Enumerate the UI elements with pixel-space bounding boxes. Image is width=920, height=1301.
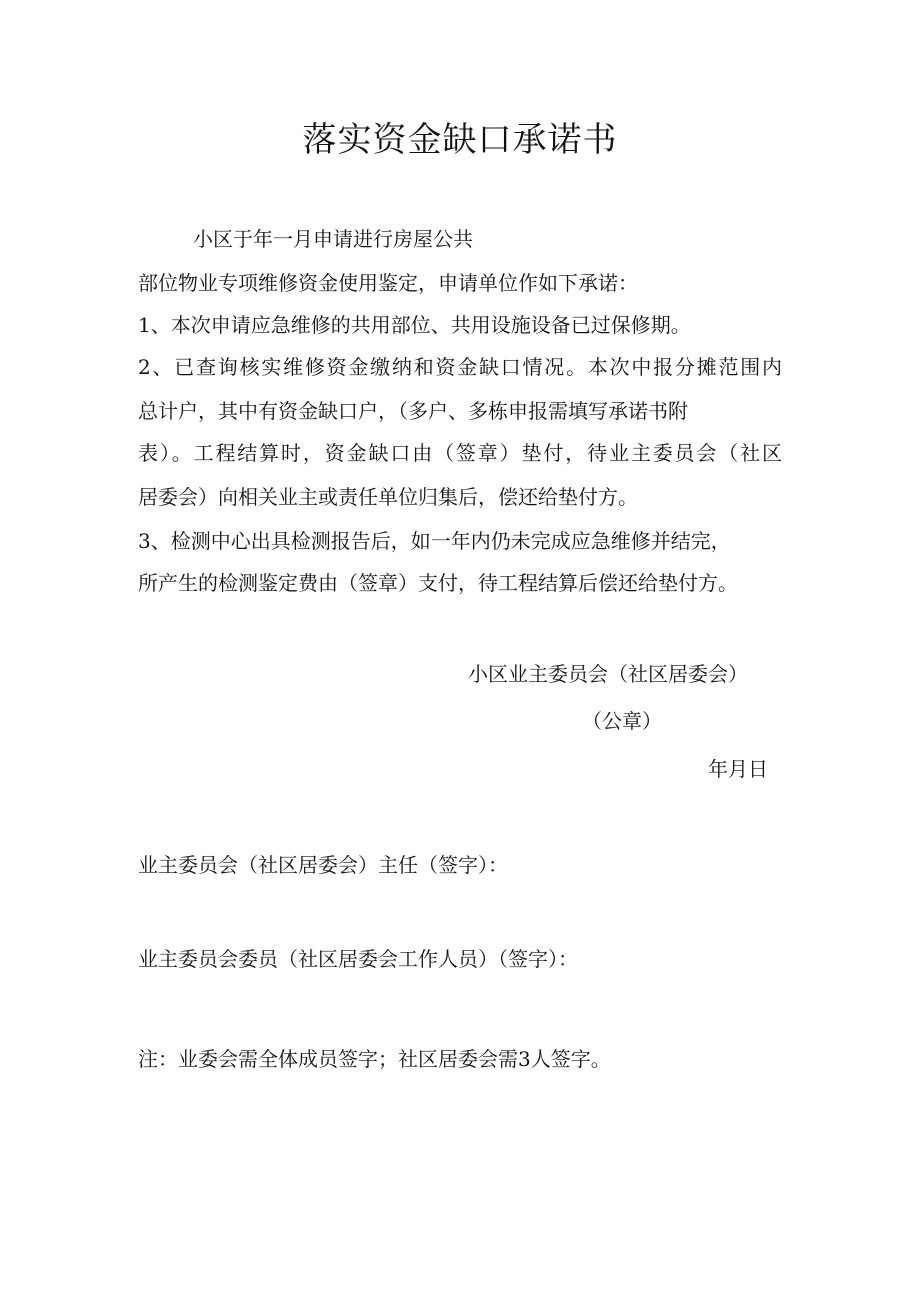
body-line-6: 表）。工程结算时，资金缺口由（签章）垫付，待业主委员会（社区 [138, 441, 782, 465]
body-line-7: 居委会）向相关业主或责任单位归集后，偿还给垫付方。 [138, 485, 638, 509]
body-line-4: 2、已查询核实维修资金缴纳和资金缺口情况。本次中报分摊范围内 [138, 355, 782, 379]
signatory-organization: 小区业主委员会（社区居委会） [468, 662, 748, 686]
body-line-1: 小区于年一月申请进行房屋公共 [193, 227, 473, 251]
member-signature-line: 业主委员会委员（社区居委会工作人员）（签字）： [138, 947, 578, 971]
body-line-5: 总计户，其中有资金缺口户，（多户、多栋申报需填写承诺书附 [138, 399, 688, 423]
director-signature-line: 业主委员会（社区居委会）主任（签字）： [138, 853, 508, 877]
body-line-3: 1、本次申请应急维修的共用部位、共用设施设备已过保修期。 [138, 313, 691, 337]
body-line-2: 部位物业专项维修资金使用鉴定，申请单位作如下承诺： [138, 271, 638, 295]
body-line-9: 所产生的检测鉴定费由（签章）支付，待工程结算后偿还给垫付方。 [138, 571, 738, 595]
document-title: 落实资金缺口承诺书 [302, 120, 618, 160]
note-line: 注：业委会需全体成员签字；社区居委会需3人签字。 [138, 1047, 611, 1071]
body-line-8: 3、检测中心出具检测报告后，如一年内仍未完成应急维修并结完， [138, 529, 731, 553]
date-line: 年月日 [708, 757, 768, 781]
official-seal-label: （公章） [582, 709, 662, 733]
